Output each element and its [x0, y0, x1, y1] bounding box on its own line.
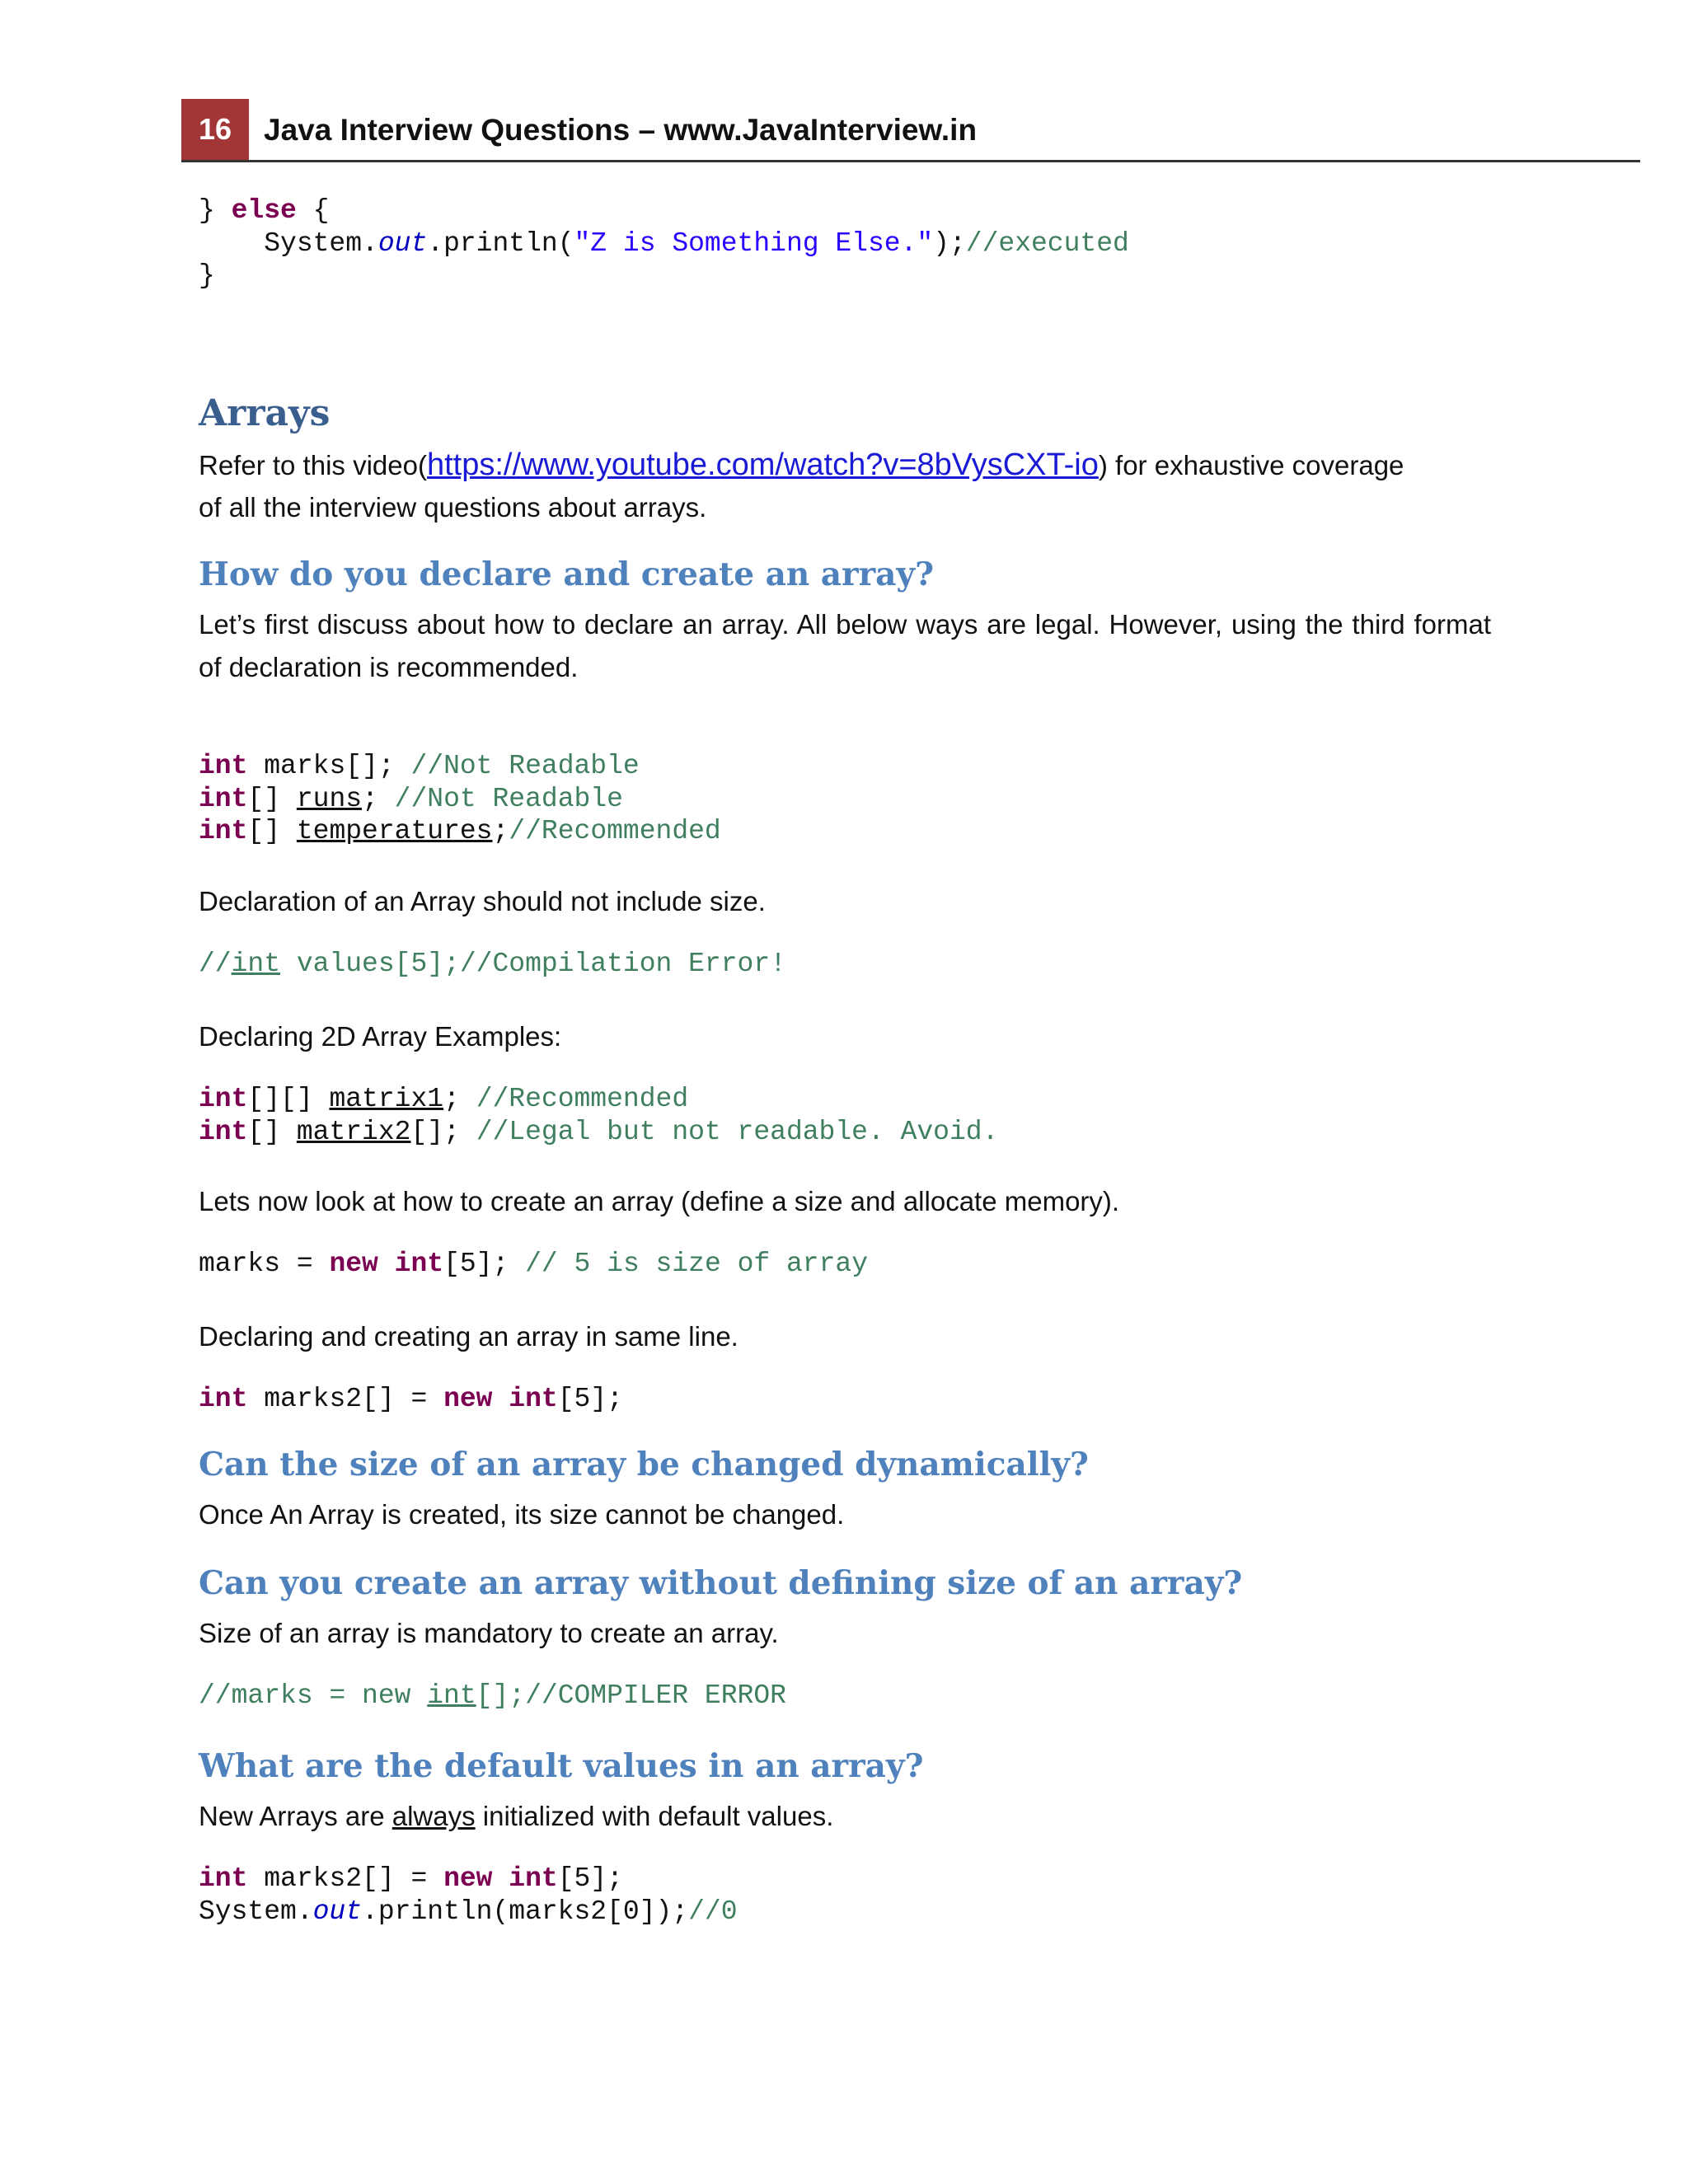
code-text: []	[247, 816, 297, 846]
code-create-line	[199, 1248, 868, 1281]
q1-heading: How do you declare and create an array?	[199, 555, 934, 593]
code-text: marks[];	[247, 751, 411, 781]
note-2d: Declaring 2D Array Examples:	[199, 1021, 562, 1052]
code-error-line	[199, 948, 786, 981]
code-comment: //Recommended	[509, 816, 721, 846]
code-keyword: int	[199, 1116, 248, 1147]
page-number: 16	[181, 99, 249, 160]
arrays-intro-line1	[199, 443, 1404, 487]
code-text: [];	[410, 1116, 476, 1147]
code-keyword: new	[329, 1249, 378, 1279]
arrays-heading: Arrays	[199, 392, 331, 434]
q3-heading: Can you create an array without defining size of an array?	[199, 1564, 1243, 1602]
q1-paragraph: Let’s first discuss about how to declare an array. All below ways are legal. However, using the third format of declaration is recommended.	[199, 609, 1491, 682]
code-2d-block	[199, 1083, 998, 1148]
code-comment: // 5 is size of array	[525, 1249, 868, 1279]
q2-paragraph: Once An Array is created, its size cannot be changed.	[199, 1499, 845, 1530]
code-text: System.	[199, 1896, 313, 1927]
arrays-intro-line2: of all the interview questions about arrays.	[199, 492, 707, 523]
code-text: }	[199, 260, 215, 291]
code-identifier: runs	[296, 783, 363, 814]
code-comment: //Not Readable	[410, 751, 640, 781]
code-text	[492, 1384, 509, 1414]
code-keyword: new	[443, 1384, 493, 1414]
code-identifier: temperatures	[296, 816, 493, 846]
code-comment: int	[231, 949, 281, 979]
code-text: marks =	[199, 1249, 330, 1279]
code-text: ;	[443, 1084, 476, 1114]
code-comment: //	[199, 949, 232, 979]
code-keyword: else	[231, 195, 297, 226]
intro-text: Refer to this video(	[199, 450, 427, 480]
code-comment: //marks = new	[199, 1680, 428, 1711]
code-text: [5];	[557, 1863, 623, 1894]
code-text: ;	[492, 816, 509, 846]
code-text: }	[199, 195, 232, 226]
intro-text: ) for exhaustive coverage	[1098, 450, 1404, 480]
page-header	[181, 99, 1640, 162]
q4-text: initialized with default values.	[475, 1801, 834, 1831]
code-same-line	[199, 1383, 623, 1416]
code-identifier: matrix2	[296, 1116, 411, 1147]
code-keyword: int	[199, 751, 248, 781]
code-keyword: int	[199, 783, 248, 814]
code-text	[492, 1863, 509, 1894]
code-keyword: new	[443, 1863, 493, 1894]
code-identifier: matrix1	[329, 1084, 444, 1114]
code-field: out	[377, 227, 428, 259]
code-compiler-error	[199, 1680, 786, 1713]
code-comment: //Legal but not readable. Avoid.	[476, 1116, 999, 1147]
code-text: []	[247, 1116, 297, 1147]
code-comment: //Recommended	[476, 1084, 689, 1114]
code-text: [5];	[557, 1384, 623, 1414]
code-field: out	[312, 1896, 363, 1927]
code-keyword: int	[394, 1249, 444, 1279]
code-default-values	[199, 1863, 738, 1928]
q4-text: always	[392, 1801, 476, 1831]
code-text: [][]	[247, 1084, 330, 1114]
code-keyword: int	[509, 1863, 558, 1894]
code-comment: values[5];//Compilation Error!	[280, 949, 786, 979]
code-text: System.	[199, 227, 378, 259]
code-declare-block	[199, 750, 721, 848]
code-text	[378, 1249, 395, 1279]
q3-paragraph: Size of an array is mandatory to create an array.	[199, 1618, 779, 1648]
code-text: [5];	[443, 1249, 526, 1279]
code-keyword: int	[509, 1384, 558, 1414]
code-keyword: int	[199, 1384, 248, 1414]
code-comment: //executed	[965, 227, 1129, 259]
code-comment: [];//COMPILER ERROR	[476, 1680, 786, 1711]
code-text: );	[933, 227, 966, 259]
code-keyword: int	[199, 1863, 248, 1894]
code-text: .println(	[427, 227, 574, 259]
code-else-block	[199, 194, 1129, 293]
code-comment: //Not Readable	[394, 783, 623, 814]
code-text: ;	[362, 783, 395, 814]
code-text: {	[296, 195, 330, 226]
q4-text: New Arrays are	[199, 1801, 392, 1831]
q4-paragraph	[199, 1795, 833, 1838]
note-size: Declaration of an Array should not include size.	[199, 886, 766, 916]
code-text: marks2[] =	[247, 1384, 444, 1414]
header-title: Java Interview Questions – www.JavaInterview.in	[264, 113, 978, 147]
code-keyword: int	[199, 816, 248, 846]
youtube-link[interactable]: https://www.youtube.com/watch?v=8bVysCXT-io	[426, 448, 1099, 482]
note-same-line: Declaring and creating an array in same line.	[199, 1321, 738, 1352]
code-keyword: int	[199, 1084, 248, 1114]
q4-heading: What are the default values in an array?	[199, 1747, 924, 1785]
code-text: marks2[] =	[247, 1863, 444, 1894]
code-comment: int	[427, 1680, 476, 1711]
note-create: Lets now look at how to create an array (define a size and allocate memory).	[199, 1186, 1120, 1216]
code-text: []	[247, 783, 297, 814]
code-comment: //0	[688, 1896, 738, 1927]
q2-heading: Can the size of an array be changed dynamically?	[199, 1446, 1089, 1483]
code-text: .println(marks2[0]);	[362, 1896, 689, 1927]
code-string: "Z is Something Else."	[574, 227, 934, 259]
